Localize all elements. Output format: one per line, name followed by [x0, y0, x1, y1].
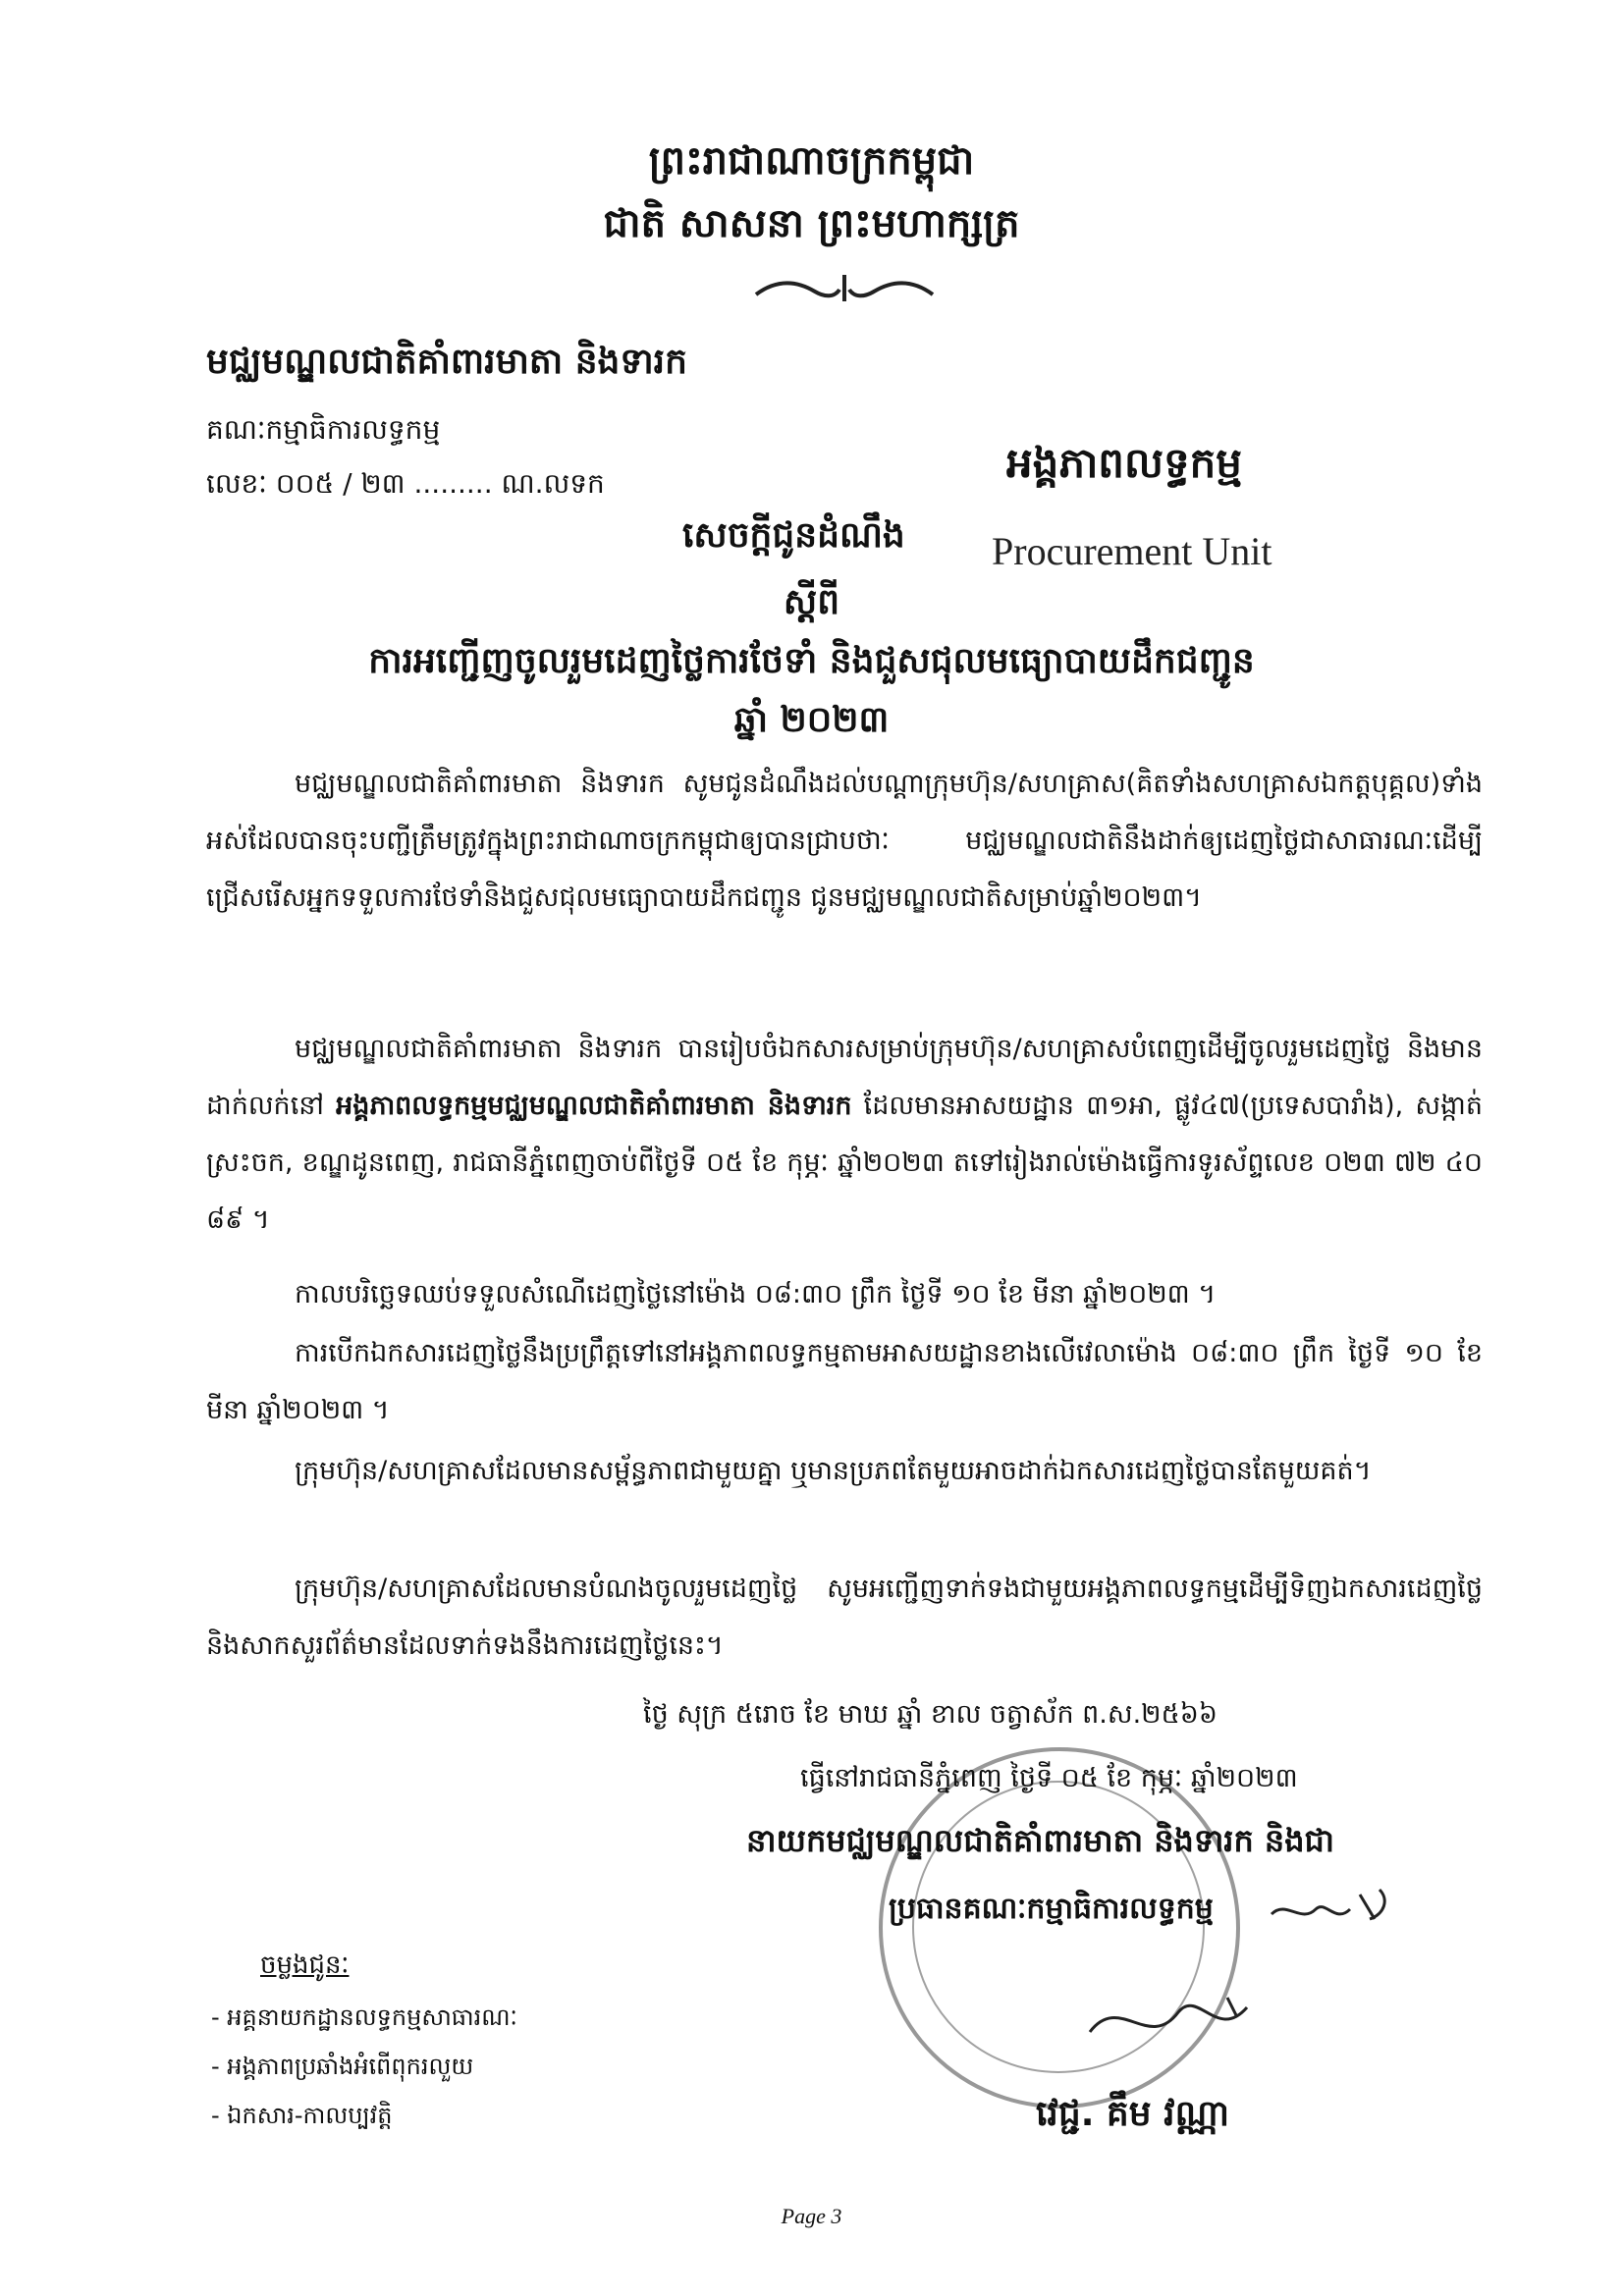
- paragraph-2-text-b: ដែលមានអាសយដ្ឋាន ៣១អា, ផ្លូវ៤៧(ប្រទេសបារាំង), សង្កាត់ស្រះចក, ខណ្ឌដូនពេញ, រាជធានីភ្នំពេញចាប់ពីថ្ងៃទី ០៥ ខែ កុម្ភៈ ឆ្នាំ២០២៣ តទៅរៀងរាល់ម៉ោងធ្វើការទូរស័ព្ទលេខ ០២៣ ៧២ ៤០ ៨៩ ។: [206, 1091, 1483, 1235]
- paragraph-2: [206, 1021, 1483, 1249]
- cc-item: - ឯកសារ-កាលប្បវត្តិ: [211, 2102, 393, 2129]
- paragraph-2-text-a: មជ្ឈមណ្ឌលជាតិគាំពារមាតា និងទារក បានរៀបចំឯកសារសម្រាប់ក្រុមហ៊ុន/សហគ្រាសបំពេញដើម្បីចូលរួមដេញថ្លៃ និងមានដាក់លក់នៅ: [206, 1034, 1483, 1121]
- lunar-date: ថ្ងៃ សុក្រ ៥រោច ខែ មាឃ ឆ្នាំ ខាល ចត្វាស័ក ព.ស.២៥៦៦: [643, 1699, 1217, 1730]
- cc-item: - អគ្គនាយកដ្ឋានលទ្ធកម្មសាធារណៈ: [211, 2003, 517, 2031]
- paragraph-4: ការបើកឯកសារដេញថ្លៃនឹងប្រព្រឹត្តទៅនៅអង្គភាពលទ្ធកម្មតាមអាសយដ្ឋានខាងលើវេលាម៉ោង ០៨:៣០ ព្រឹក ថ្ងៃទី ១០ ខែ មីនា ឆ្នាំ២០២៣ ។: [206, 1338, 1483, 1425]
- paragraph-5: ក្រុមហ៊ុន/សហគ្រាសដែលមានសម្ព័ន្ធភាពជាមួយគ្នា ឬមានប្រភពតែមួយអាចដាក់ឯកសារដេញថ្លៃបានតែមួយគត់។: [295, 1456, 1372, 1486]
- signer-title-2: ប្រធានគណៈកម្មាធិការលទ្ធកម្ម: [889, 1892, 1214, 1926]
- ornament-divider: [746, 270, 943, 309]
- ministry-name: មជ្ឈមណ្ឌលជាតិគាំពារមាតា និងទារក: [206, 342, 687, 382]
- signature-scribble: [1080, 1973, 1267, 2061]
- national-motto: ជាតិ សាសនា ព្រះមហាក្សត្រ: [603, 201, 1020, 246]
- procurement-unit-english: Procurement Unit: [992, 529, 1272, 573]
- cc-heading: ចម្លងជូនៈ: [260, 1950, 350, 1980]
- notice-title: សេចក្តីជូនដំណឹង: [682, 515, 905, 556]
- page-number: Page 3: [781, 2204, 842, 2228]
- about-label: ស្តីពី: [783, 582, 840, 622]
- paragraph-3: កាលបរិច្ឆេទឈប់ទទួលសំណើដេញថ្លៃនៅម៉ោង ០៨:៣០ ព្រឹក ថ្ងៃទី ១០ ខែ មីនា ឆ្នាំ២០២៣ ។: [295, 1279, 1217, 1309]
- kingdom-heading: ព្រះរាជាណាចក្រកម្ពុជា: [648, 138, 975, 184]
- signer-name: វេជ្ជ. គឹម វណ្ណា: [1036, 2094, 1229, 2134]
- handwritten-mark: [1267, 1880, 1394, 1939]
- paragraph-2-unit-name: អង្គភាពលទ្ធកម្មមជ្ឈមណ្ឌលជាតិគាំពារមាតា និងទារក: [336, 1091, 852, 1121]
- reference-number: លេខៈ ០០៥ / ២៣ ......... ណ.លទក: [206, 467, 605, 500]
- subject-year: ឆ្នាំ ២០២៣: [733, 700, 890, 740]
- paragraph-6: ក្រុមហ៊ុន/សហគ្រាសដែលមានបំណងចូលរួមដេញថ្លៃ សូមអញ្ជើញទាក់ទងជាមួយអង្គភាពលទ្ធកម្មដើម្បីទិញឯកសារដេញថ្លៃនិងសាកសួរព័ត៌មានដែលទាក់ទងនឹងការដេញថ្លៃនេះ។: [206, 1574, 1483, 1661]
- made-at-date: ធ្វើនៅរាជធានីភ្នំពេញ ថ្ងៃទី ០៥ ខែ កុម្ភៈ ឆ្នាំ២០២៣: [800, 1763, 1298, 1793]
- committee-name: គណៈកម្មាធិការលទ្ធកម្ម: [206, 413, 441, 446]
- cc-item: - អង្គភាពប្រឆាំងអំពើពុករលួយ: [211, 2053, 474, 2080]
- paragraph-1: មជ្ឈមណ្ឌលជាតិគាំពារមាតា និងទារក សូមជូនដំណឹងដល់បណ្តាក្រុមហ៊ុន/សហគ្រាស(គិតទាំងសហគ្រាសឯកត្តបុគ្គល)ទាំងអស់ដែលបានចុះបញ្ជីត្រឹមត្រូវក្នុងព្រះរាជាណាចក្រកម្ពុជាឲ្យបានជ្រាបថាៈ មជ្ឈមណ្ឌលជាតិនឹងដាក់ឲ្យដេញថ្លៃជាសាធារណៈដើម្បីជ្រើសរើសអ្នកទទួលការថែទាំនិងជួសជុលមធ្យោបាយដឹកជញ្ជូន ជូនមជ្ឈមណ្ឌលជាតិសម្រាប់ឆ្នាំ២០២៣។: [206, 769, 1483, 913]
- procurement-unit-khmer: អង្គភាពលទ្ធកម្ម: [1006, 439, 1242, 487]
- subject-title: ការអញ្ជើញចូលរួមដេញថ្លៃការថែទាំ និងជួសជុលមធ្យោបាយដឹកជញ្ជូន: [368, 641, 1255, 681]
- signer-title-1: នាយកមជ្ឈមណ្ឌលជាតិគាំពារមាតា និងទារក និងជា: [746, 1822, 1334, 1859]
